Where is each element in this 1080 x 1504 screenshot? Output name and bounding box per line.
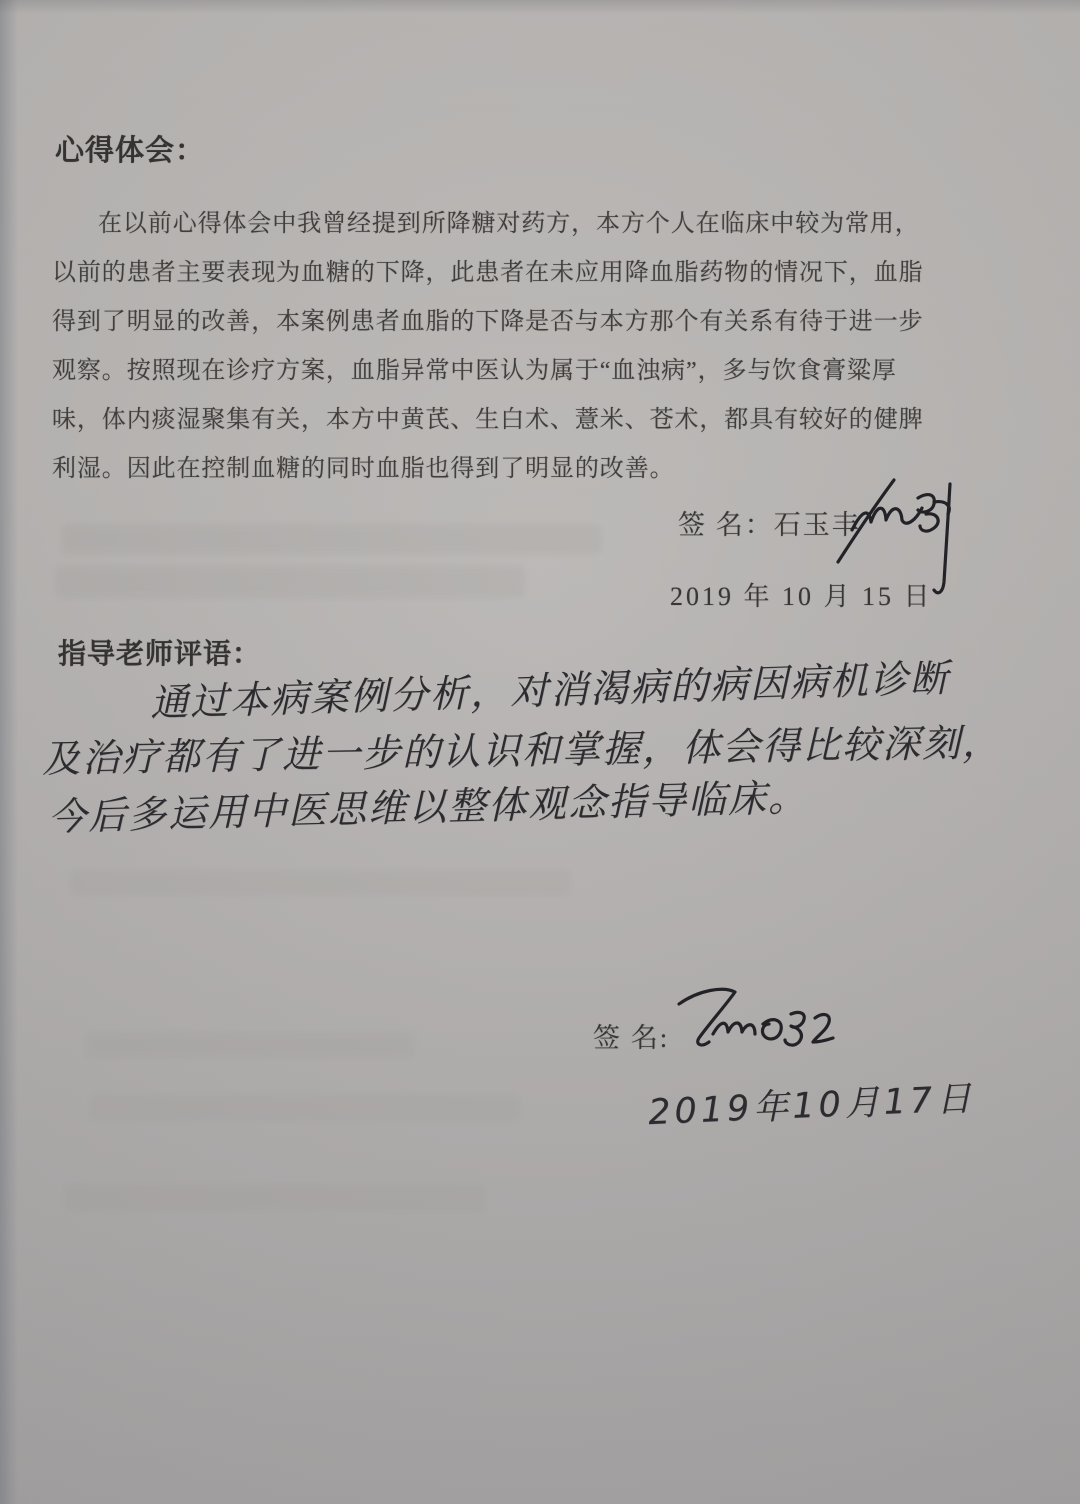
teacher-comment-line: 及治疗都有了进一步的认识和掌握，体会得比较深刻， (41, 720, 1003, 781)
photo-top-edge-shadow (0, 0, 1080, 14)
reflection-paragraph-line: 观察。按照现在诊疗方案，血脂异常中医认为属于“血浊病”，多与饮食膏粱厚 (52, 358, 897, 384)
bleed-through-smudge (85, 1032, 415, 1058)
bleed-through-smudge (62, 524, 602, 554)
reflection-paragraph-line: 在以前心得体会中我曾经提到所降糖对药方，本方个人在临床中较为常用， (98, 211, 920, 237)
bleed-through-smudge (65, 1185, 485, 1211)
reflection-paragraph-line: 味，体内痰湿聚集有关，本方中黄芪、生白术、薏米、苍术，都具有较好的健脾 (52, 407, 924, 433)
teacher-signature-label: 签 名: (593, 1023, 670, 1053)
bleed-through-smudge (55, 566, 525, 598)
reflection-date: 2019 年 10 月 15 日 (670, 582, 933, 611)
teacher-signature-scribble (665, 972, 845, 1082)
reflection-paragraph-line: 得到了明显的改善，本案例患者血脂的下降是否与本方那个有关系有待于进一步 (52, 309, 924, 335)
bleed-through-smudge (70, 870, 570, 896)
reflection-paragraph-line: 利湿。因此在控制血糖的同时血脂也得到了明显的改善。 (52, 456, 675, 482)
teacher-comment-line: 通过本病案例分析，对消渴病的病因病机诊断 (149, 655, 951, 725)
reflection-heading: 心得体会： (55, 135, 206, 167)
teacher-comment-line: 今后多运用中医思维以整体观念指导临床。 (47, 775, 809, 839)
photo-left-edge-shadow (0, 0, 18, 1504)
teacher-date-handwritten: 2019年10月17日 (647, 1078, 977, 1134)
reflection-paragraph-line: 以前的患者主要表现为血糖的下降，此患者在未应用降血脂药物的情况下，血脂 (52, 260, 924, 286)
bleed-through-smudge (90, 1095, 520, 1121)
reflection-signature-label: 签 名：石玉丰 (678, 510, 861, 540)
teacher-heading: 指导老师评语： (58, 639, 262, 670)
